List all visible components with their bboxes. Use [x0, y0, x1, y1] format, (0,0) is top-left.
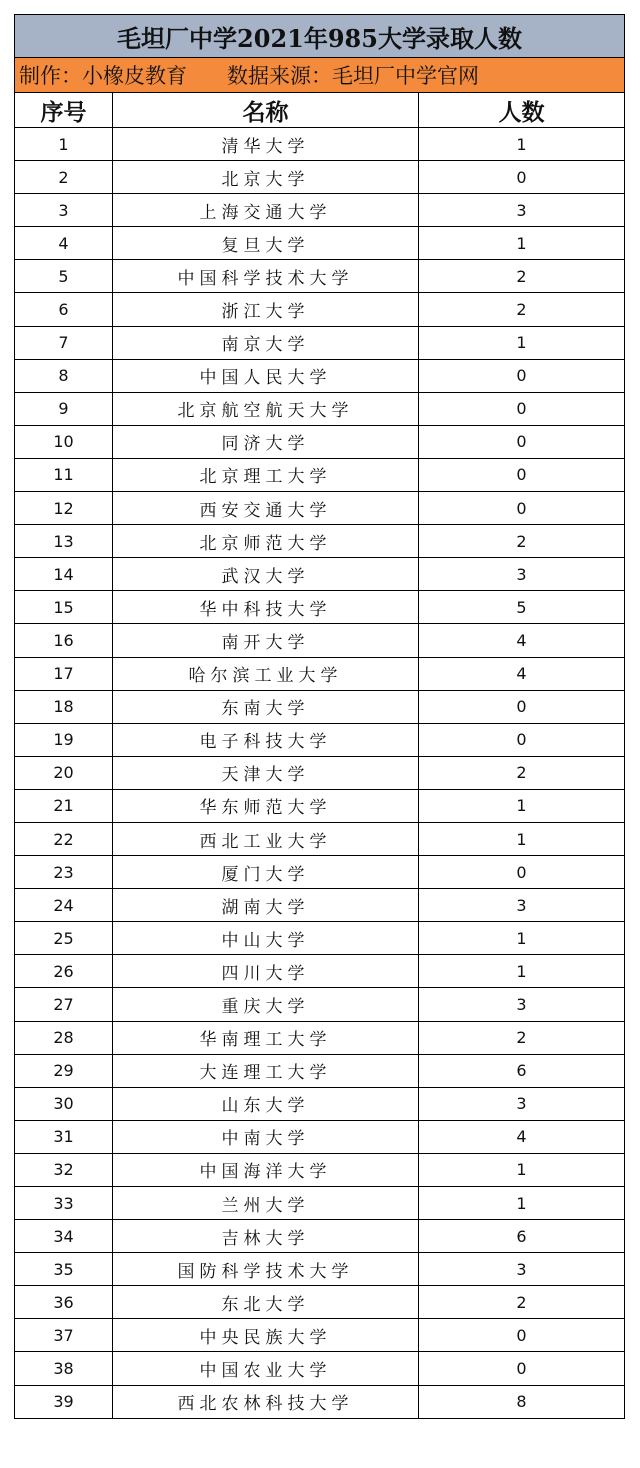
table-row	[15, 1385, 625, 1418]
admission-count-cell: 5	[419, 591, 625, 624]
university-name-cell: 上海交通大学	[113, 194, 419, 227]
credit-cell	[15, 58, 625, 93]
university-name-cell: 复旦大学	[113, 227, 419, 260]
table-row	[15, 492, 625, 525]
row-number-cell: 25	[15, 922, 113, 955]
row-number-cell: 7	[15, 326, 113, 359]
university-name-cell: 电子科技大学	[113, 723, 419, 756]
admission-count-cell: 0	[419, 1352, 625, 1385]
row-number-cell: 21	[15, 789, 113, 822]
university-name-cell: 中南大学	[113, 1120, 419, 1153]
admission-count-cell: 3	[419, 1087, 625, 1120]
table-row	[15, 657, 625, 690]
table-title: 毛坦厂中学2021年985大学录取人数	[15, 15, 625, 58]
university-name-cell: 中央民族大学	[113, 1319, 419, 1352]
table-row	[15, 756, 625, 789]
row-number-cell: 10	[15, 425, 113, 458]
table-row	[15, 293, 625, 326]
row-number-cell: 1	[15, 128, 113, 161]
table-row	[15, 1087, 625, 1120]
admission-count-cell: 1	[419, 922, 625, 955]
admissions-table	[14, 14, 625, 1419]
admission-count-cell: 1	[419, 326, 625, 359]
table-row	[15, 856, 625, 889]
row-number-cell: 22	[15, 822, 113, 855]
university-name-cell: 天津大学	[113, 756, 419, 789]
row-number-cell: 35	[15, 1253, 113, 1286]
university-name-cell: 国防科学技术大学	[113, 1253, 419, 1286]
table-row	[15, 1021, 625, 1054]
university-name-cell: 东北大学	[113, 1286, 419, 1319]
row-number-cell: 30	[15, 1087, 113, 1120]
admission-count-cell: 1	[419, 128, 625, 161]
table-row	[15, 1319, 625, 1352]
university-name-cell: 四川大学	[113, 955, 419, 988]
row-number-cell: 12	[15, 492, 113, 525]
university-name-cell: 华中科技大学	[113, 591, 419, 624]
row-number-cell: 16	[15, 624, 113, 657]
row-number-cell: 32	[15, 1153, 113, 1186]
admission-count-cell: 0	[419, 458, 625, 491]
row-number-cell: 24	[15, 889, 113, 922]
row-number-cell: 6	[15, 293, 113, 326]
admission-count-cell: 1	[419, 822, 625, 855]
admission-count-cell: 2	[419, 293, 625, 326]
university-name-cell: 重庆大学	[113, 988, 419, 1021]
university-name-cell: 浙江大学	[113, 293, 419, 326]
table-row	[15, 458, 625, 491]
university-name-cell: 同济大学	[113, 425, 419, 458]
admission-count-cell: 8	[419, 1385, 625, 1418]
university-name-cell: 大连理工大学	[113, 1054, 419, 1087]
university-name-cell: 山东大学	[113, 1087, 419, 1120]
university-name-cell: 西安交通大学	[113, 492, 419, 525]
admission-count-cell: 1	[419, 955, 625, 988]
table-row	[15, 1187, 625, 1220]
row-number-cell: 20	[15, 756, 113, 789]
row-number-cell: 15	[15, 591, 113, 624]
university-name-cell: 南开大学	[113, 624, 419, 657]
header-number: 序号	[15, 93, 113, 128]
admission-count-cell: 0	[419, 425, 625, 458]
table-row	[15, 194, 625, 227]
university-name-cell: 南京大学	[113, 326, 419, 359]
university-name-cell: 中国农业大学	[113, 1352, 419, 1385]
row-number-cell: 37	[15, 1319, 113, 1352]
header-count: 人数	[419, 93, 625, 128]
admission-count-cell: 6	[419, 1220, 625, 1253]
admission-count-cell: 1	[419, 227, 625, 260]
admission-count-cell: 4	[419, 657, 625, 690]
admission-count-cell: 2	[419, 1021, 625, 1054]
admission-count-cell: 1	[419, 1153, 625, 1186]
table-row	[15, 1286, 625, 1319]
university-name-cell: 吉林大学	[113, 1220, 419, 1253]
admission-count-cell: 2	[419, 1286, 625, 1319]
admission-count-cell: 0	[419, 690, 625, 723]
row-number-cell: 14	[15, 558, 113, 591]
table-row	[15, 1054, 625, 1087]
title-row	[15, 15, 625, 58]
university-name-cell: 华南理工大学	[113, 1021, 419, 1054]
admission-count-cell: 1	[419, 789, 625, 822]
table-row	[15, 260, 625, 293]
university-name-cell: 东南大学	[113, 690, 419, 723]
admission-count-cell: 4	[419, 1120, 625, 1153]
table-row	[15, 955, 625, 988]
admission-count-cell: 6	[419, 1054, 625, 1087]
table-row	[15, 624, 625, 657]
university-name-cell: 北京师范大学	[113, 525, 419, 558]
row-number-cell: 18	[15, 690, 113, 723]
credit-source: 数据来源：毛坦厂中学官网	[227, 64, 479, 88]
table-row	[15, 922, 625, 955]
table-row	[15, 425, 625, 458]
table-row	[15, 128, 625, 161]
admission-count-cell: 3	[419, 194, 625, 227]
row-number-cell: 5	[15, 260, 113, 293]
row-number-cell: 27	[15, 988, 113, 1021]
table-row	[15, 889, 625, 922]
row-number-cell: 11	[15, 458, 113, 491]
university-name-cell: 中国海洋大学	[113, 1153, 419, 1186]
row-number-cell: 33	[15, 1187, 113, 1220]
row-number-cell: 4	[15, 227, 113, 260]
admission-count-cell: 3	[419, 889, 625, 922]
admission-count-cell: 0	[419, 856, 625, 889]
table-row	[15, 161, 625, 194]
row-number-cell: 3	[15, 194, 113, 227]
admission-count-cell: 3	[419, 988, 625, 1021]
admission-count-cell: 4	[419, 624, 625, 657]
table-row	[15, 1153, 625, 1186]
university-name-cell: 西北工业大学	[113, 822, 419, 855]
admission-count-cell: 2	[419, 260, 625, 293]
table-row	[15, 558, 625, 591]
row-number-cell: 26	[15, 955, 113, 988]
header-row	[15, 93, 625, 128]
admission-count-cell: 2	[419, 525, 625, 558]
university-name-cell: 武汉大学	[113, 558, 419, 591]
table-row	[15, 1352, 625, 1385]
university-name-cell: 兰州大学	[113, 1187, 419, 1220]
university-name-cell: 厦门大学	[113, 856, 419, 889]
header-name: 名称	[113, 93, 419, 128]
credit-row	[15, 58, 625, 93]
credit-author: 制作：小橡皮教育	[19, 64, 187, 88]
table-row	[15, 789, 625, 822]
table-row	[15, 326, 625, 359]
row-number-cell: 19	[15, 723, 113, 756]
admission-count-cell: 0	[419, 1319, 625, 1352]
admission-count-cell: 0	[419, 723, 625, 756]
row-number-cell: 31	[15, 1120, 113, 1153]
admission-count-cell: 0	[419, 161, 625, 194]
table-row	[15, 723, 625, 756]
row-number-cell: 9	[15, 392, 113, 425]
table-row	[15, 227, 625, 260]
admission-count-cell: 0	[419, 492, 625, 525]
table-row	[15, 591, 625, 624]
university-name-cell: 哈尔滨工业大学	[113, 657, 419, 690]
table-row	[15, 988, 625, 1021]
table-row	[15, 392, 625, 425]
university-name-cell: 北京航空航天大学	[113, 392, 419, 425]
table-row	[15, 1253, 625, 1286]
row-number-cell: 38	[15, 1352, 113, 1385]
admission-count-cell: 0	[419, 359, 625, 392]
university-name-cell: 中山大学	[113, 922, 419, 955]
table-row	[15, 1220, 625, 1253]
table-row	[15, 525, 625, 558]
table-row	[15, 359, 625, 392]
row-number-cell: 29	[15, 1054, 113, 1087]
university-name-cell: 中国人民大学	[113, 359, 419, 392]
table-row	[15, 1120, 625, 1153]
row-number-cell: 8	[15, 359, 113, 392]
row-number-cell: 28	[15, 1021, 113, 1054]
admission-count-cell: 2	[419, 756, 625, 789]
admission-count-cell: 3	[419, 1253, 625, 1286]
university-name-cell: 北京大学	[113, 161, 419, 194]
row-number-cell: 36	[15, 1286, 113, 1319]
table-row	[15, 690, 625, 723]
row-number-cell: 34	[15, 1220, 113, 1253]
university-name-cell: 中国科学技术大学	[113, 260, 419, 293]
row-number-cell: 2	[15, 161, 113, 194]
table-row	[15, 822, 625, 855]
row-number-cell: 39	[15, 1385, 113, 1418]
row-number-cell: 17	[15, 657, 113, 690]
university-name-cell: 湖南大学	[113, 889, 419, 922]
admission-count-cell: 0	[419, 392, 625, 425]
university-name-cell: 北京理工大学	[113, 458, 419, 491]
row-number-cell: 23	[15, 856, 113, 889]
admission-count-cell: 3	[419, 558, 625, 591]
admission-count-cell: 1	[419, 1187, 625, 1220]
row-number-cell: 13	[15, 525, 113, 558]
university-name-cell: 西北农林科技大学	[113, 1385, 419, 1418]
university-name-cell: 华东师范大学	[113, 789, 419, 822]
university-name-cell: 清华大学	[113, 128, 419, 161]
